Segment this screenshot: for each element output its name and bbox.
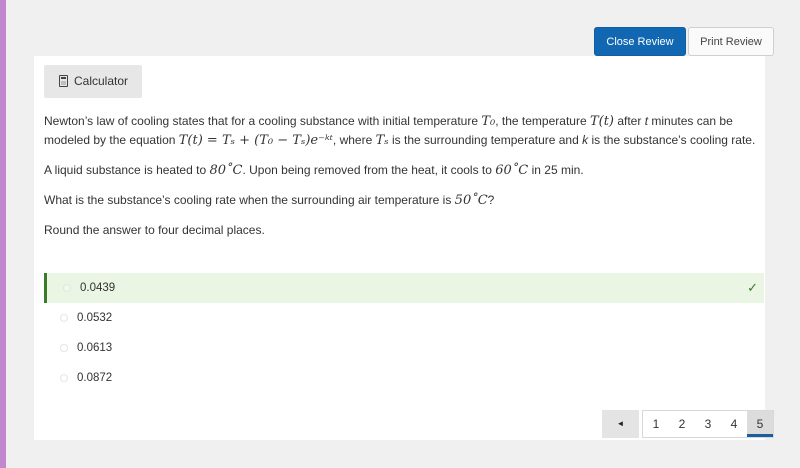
answer-option-label: 0.0439 bbox=[80, 282, 116, 294]
close-review-button[interactable]: Close Review bbox=[594, 27, 686, 56]
math-80c: 80˚C bbox=[209, 163, 243, 178]
page-1-button[interactable]: 1 bbox=[652, 417, 660, 431]
calculator-label: Calculator bbox=[74, 74, 129, 88]
math-surrounding-temp: Tₛ bbox=[375, 133, 389, 148]
answer-option-label: 0.0613 bbox=[77, 342, 113, 354]
print-review-button[interactable]: Print Review bbox=[688, 27, 774, 56]
answer-options bbox=[44, 273, 764, 393]
question-text bbox=[44, 112, 759, 251]
question-paragraph-2: A liquid substance is heated to 80˚C. Upon being removed from the heat, it cools to 60˚C in 25 min. bbox=[44, 163, 584, 178]
pagination bbox=[602, 410, 772, 438]
question-paragraph-1: Newton’s law of cooling states that for a cooling substance with initial temperature T₀, the temperature T(t) after t minutes can be modeled by the equation T(t) = Tₛ + (T₀ − Tₛ)e⁻ᵏᵗ, where Tₛ is the surrounding temperature and k is the substance’s cooling rate. bbox=[44, 114, 756, 148]
radio-button[interactable] bbox=[60, 344, 68, 352]
answer-option-label: 0.0532 bbox=[77, 312, 113, 324]
page-5-button[interactable]: 5 bbox=[747, 411, 773, 437]
answer-option-1[interactable] bbox=[44, 273, 764, 303]
calculator-icon bbox=[59, 75, 68, 87]
page-2-button[interactable]: 2 bbox=[678, 417, 686, 431]
calculator-button[interactable] bbox=[44, 65, 142, 98]
radio-button[interactable] bbox=[63, 284, 71, 292]
answer-option-3[interactable] bbox=[44, 333, 764, 363]
page-4-button[interactable]: 4 bbox=[730, 417, 738, 431]
math-initial-temp: T₀ bbox=[481, 114, 496, 129]
radio-button[interactable] bbox=[60, 314, 68, 322]
answer-option-label: 0.0872 bbox=[77, 372, 113, 384]
question-card bbox=[34, 56, 765, 440]
math-cooling-equation: T(t) = Tₛ + (T₀ − Tₛ)e⁻ᵏᵗ bbox=[178, 133, 333, 148]
math-50c: 50˚C bbox=[454, 193, 488, 208]
question-paragraph-4: Round the answer to four decimal places. bbox=[44, 223, 265, 237]
page-3-button[interactable]: 3 bbox=[704, 417, 712, 431]
radio-button[interactable] bbox=[60, 374, 68, 382]
page-number-list bbox=[642, 410, 774, 438]
answer-option-2[interactable] bbox=[44, 303, 764, 333]
math-60c: 60˚C bbox=[495, 163, 529, 178]
answer-option-4[interactable] bbox=[44, 363, 764, 393]
left-accent-bar bbox=[0, 0, 6, 468]
math-temp-function: T(t) bbox=[589, 114, 614, 129]
previous-page-button[interactable]: ◄ bbox=[602, 410, 639, 438]
check-icon: ✓ bbox=[747, 280, 758, 295]
question-paragraph-3: What is the substance’s cooling rate when the surrounding air temperature is 50˚C? bbox=[44, 193, 495, 208]
